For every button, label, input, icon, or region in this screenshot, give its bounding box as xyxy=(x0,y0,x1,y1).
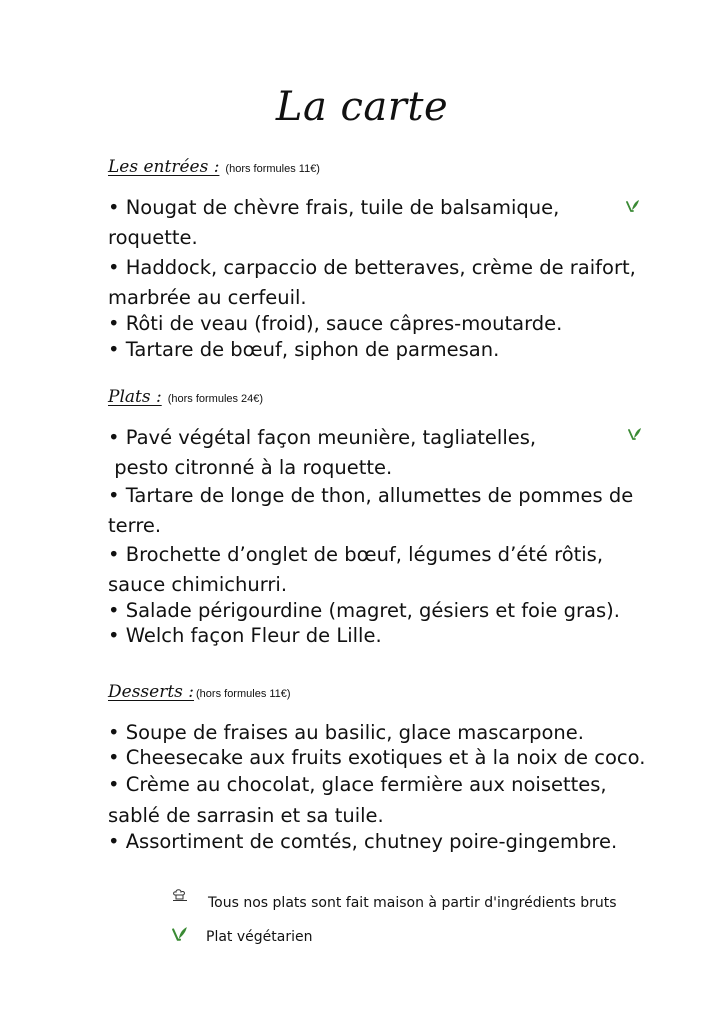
page-title: La carte xyxy=(275,84,449,130)
legend-homemade-text: Tous nos plats sont fait maison à partir d'ingrédients bruts xyxy=(208,895,617,911)
section-plats-note: (hors formules 24€) xyxy=(167,393,264,405)
menu-line: • Welch façon Fleur de Lille. xyxy=(108,624,382,647)
vegetarian-leaf-icon xyxy=(628,427,642,441)
menu-line: sablé de sarrasin et sa tuile. xyxy=(108,804,384,827)
menu-line: • Tartare de longe de thon, allumettes de pommes de xyxy=(108,484,634,507)
menu-line: sauce chimichurri. xyxy=(108,573,288,596)
section-desserts-label: Desserts : xyxy=(108,682,195,702)
legend-veg-text: Plat végétarien xyxy=(206,929,313,945)
menu-line: • Rôti de veau (froid), sauce câpres-moutarde. xyxy=(108,312,563,335)
section-plats-label: Plats : xyxy=(108,387,162,407)
menu-line: • Assortiment de comtés, chutney poire-gingembre. xyxy=(108,830,618,853)
menu-line: • Tartare de bœuf, siphon de parmesan. xyxy=(108,338,500,361)
vegetarian-leaf-icon xyxy=(626,199,640,213)
section-desserts-note: (hors formules 11€) xyxy=(196,688,291,700)
menu-line: • Salade périgourdine (magret, gésiers et foie gras). xyxy=(108,599,620,622)
menu-line: marbrée au cerfeuil. xyxy=(108,286,307,309)
menu-line: roquette. xyxy=(108,226,198,249)
chef-hat-icon xyxy=(172,888,188,902)
menu-line: • Brochette d’onglet de bœuf, légumes d’été rôtis, xyxy=(108,543,604,566)
vegetarian-leaf-icon xyxy=(172,926,188,942)
menu-line: • Pavé végétal façon meunière, tagliatelles, xyxy=(108,426,537,449)
section-entrees-note: (hors formules 11€) xyxy=(225,163,320,175)
menu-line: terre. xyxy=(108,514,162,537)
menu-line: • Soupe de fraises au basilic, glace mascarpone. xyxy=(108,721,584,744)
section-entrees-label: Les entrées : xyxy=(108,157,220,177)
menu-line: pesto citronné à la roquette. xyxy=(108,456,393,479)
menu-line: • Nougat de chèvre frais, tuile de balsamique, xyxy=(108,196,560,219)
section-entrees-header xyxy=(108,157,320,177)
menu-line: • Cheesecake aux fruits exotiques et à la noix de coco. xyxy=(108,746,646,769)
menu-line: • Crème au chocolat, glace fermière aux noisettes, xyxy=(108,773,607,796)
section-plats-header xyxy=(108,387,263,407)
section-desserts-header xyxy=(108,682,291,702)
menu-line: • Haddock, carpaccio de betteraves, crème de raifort, xyxy=(108,256,636,279)
